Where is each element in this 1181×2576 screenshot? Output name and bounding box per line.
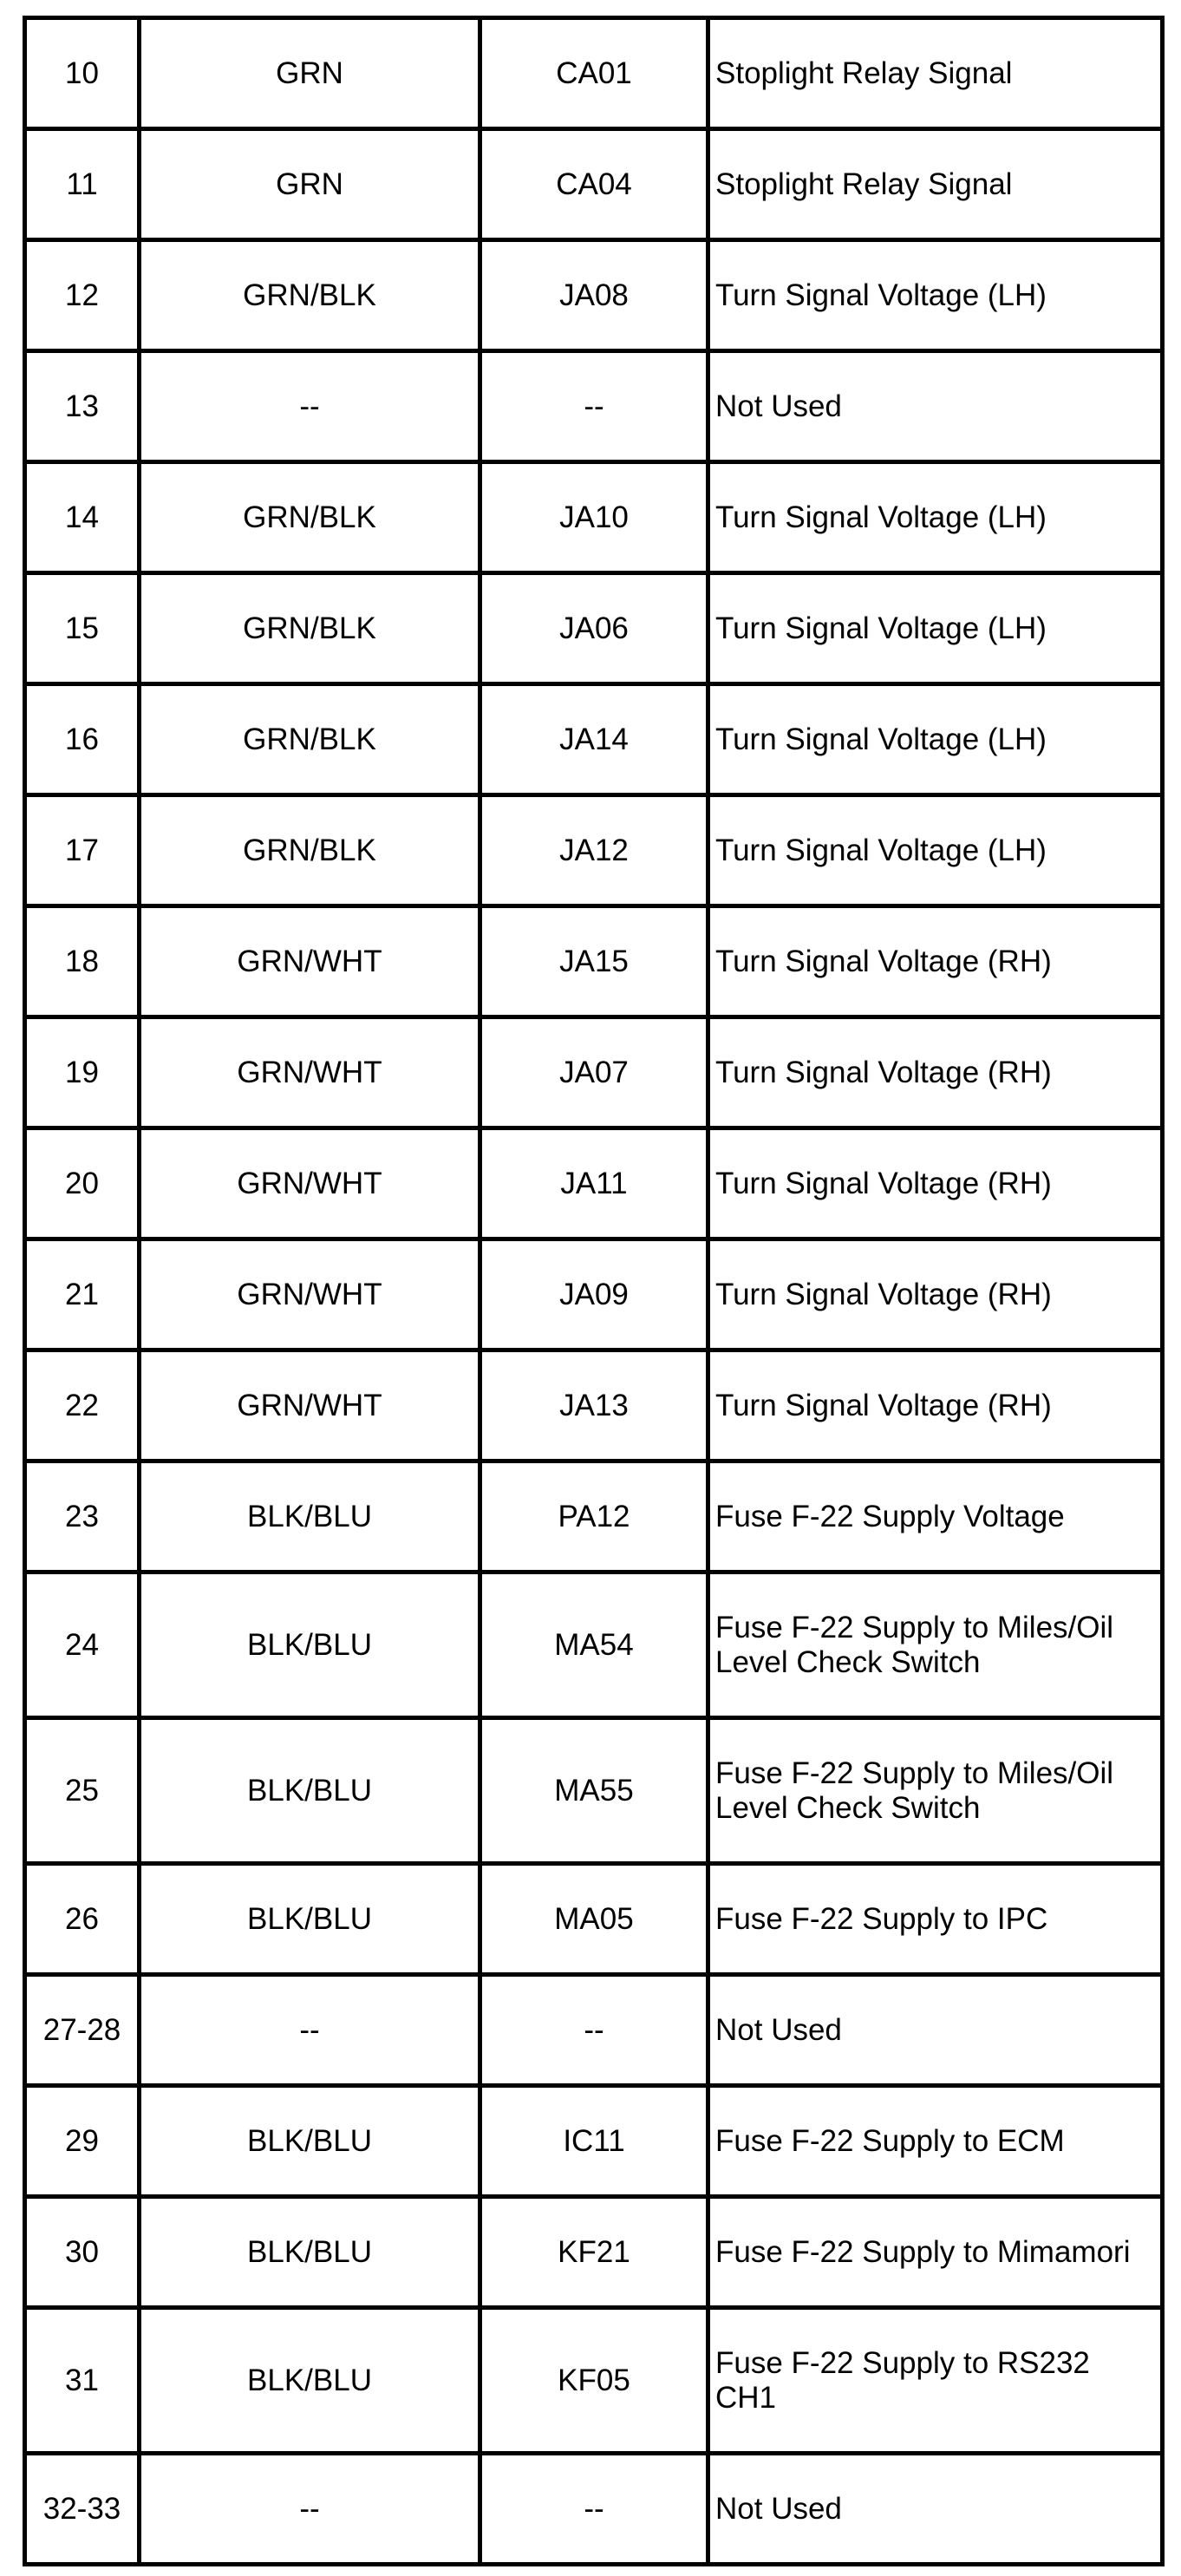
- function-cell: Fuse F-22 Supply to ECM: [708, 2086, 1163, 2197]
- pin-number-cell: 27-28: [25, 1975, 140, 2086]
- function-cell: Fuse F-22 Supply to RS232 CH1: [708, 2308, 1163, 2454]
- wire-color-cell: BLK/BLU: [140, 2197, 480, 2308]
- pin-number-cell: 13: [25, 351, 140, 462]
- function-cell: Turn Signal Voltage (RH): [708, 1350, 1163, 1461]
- pin-number-cell: 23: [25, 1461, 140, 1572]
- wire-color-cell: BLK/BLU: [140, 1461, 480, 1572]
- table-row: [25, 573, 1163, 684]
- wire-color-cell: BLK/BLU: [140, 2308, 480, 2454]
- wire-color-cell: GRN/WHT: [140, 1128, 480, 1239]
- circuit-cell: JA11: [480, 1128, 708, 1239]
- table-row: [25, 684, 1163, 795]
- wire-color-cell: --: [140, 351, 480, 462]
- table-row: [25, 1461, 1163, 1572]
- circuit-cell: PA12: [480, 1461, 708, 1572]
- function-cell: Turn Signal Voltage (RH): [708, 906, 1163, 1017]
- pin-number-cell: 25: [25, 1718, 140, 1864]
- function-cell: Turn Signal Voltage (RH): [708, 1017, 1163, 1128]
- circuit-cell: CA04: [480, 129, 708, 240]
- table-row: [25, 1350, 1163, 1461]
- wire-color-cell: GRN/WHT: [140, 1350, 480, 1461]
- pin-number-cell: 18: [25, 906, 140, 1017]
- wire-color-cell: GRN/WHT: [140, 1239, 480, 1350]
- pin-number-cell: 16: [25, 684, 140, 795]
- function-cell: Turn Signal Voltage (LH): [708, 240, 1163, 351]
- circuit-cell: --: [480, 351, 708, 462]
- wire-color-cell: GRN/WHT: [140, 906, 480, 1017]
- wire-color-cell: BLK/BLU: [140, 1718, 480, 1864]
- pin-number-cell: 21: [25, 1239, 140, 1350]
- wire-color-cell: BLK/BLU: [140, 1572, 480, 1718]
- pin-number-cell: 32-33: [25, 2454, 140, 2565]
- circuit-cell: --: [480, 2454, 708, 2565]
- function-cell: Fuse F-22 Supply to Miles/Oil Level Check Switch: [708, 1718, 1163, 1864]
- circuit-cell: JA09: [480, 1239, 708, 1350]
- circuit-cell: --: [480, 1975, 708, 2086]
- pinout-table: [23, 16, 1165, 2566]
- pin-number-cell: 12: [25, 240, 140, 351]
- pin-number-cell: 17: [25, 795, 140, 906]
- table-row: [25, 18, 1163, 129]
- circuit-cell: CA01: [480, 18, 708, 129]
- circuit-cell: KF05: [480, 2308, 708, 2454]
- function-cell: Fuse F-22 Supply to Miles/Oil Level Check Switch: [708, 1572, 1163, 1718]
- circuit-cell: JA14: [480, 684, 708, 795]
- function-cell: Not Used: [708, 2454, 1163, 2565]
- function-cell: Turn Signal Voltage (LH): [708, 795, 1163, 906]
- wire-color-cell: GRN/BLK: [140, 462, 480, 573]
- wire-color-cell: --: [140, 2454, 480, 2565]
- table-row: [25, 129, 1163, 240]
- wire-color-cell: GRN/BLK: [140, 795, 480, 906]
- function-cell: Fuse F-22 Supply Voltage: [708, 1461, 1163, 1572]
- function-cell: Turn Signal Voltage (LH): [708, 573, 1163, 684]
- wire-color-cell: GRN/WHT: [140, 1017, 480, 1128]
- circuit-cell: JA13: [480, 1350, 708, 1461]
- function-cell: Turn Signal Voltage (RH): [708, 1128, 1163, 1239]
- pin-number-cell: 22: [25, 1350, 140, 1461]
- pin-number-cell: 14: [25, 462, 140, 573]
- function-cell: Fuse F-22 Supply to Mimamori: [708, 2197, 1163, 2308]
- pin-number-cell: 20: [25, 1128, 140, 1239]
- table-row: [25, 906, 1163, 1017]
- table-row: [25, 240, 1163, 351]
- table-row: [25, 1128, 1163, 1239]
- table-row: [25, 2197, 1163, 2308]
- function-cell: Not Used: [708, 1975, 1163, 2086]
- wire-color-cell: GRN/BLK: [140, 573, 480, 684]
- circuit-cell: IC11: [480, 2086, 708, 2197]
- wire-color-cell: GRN: [140, 18, 480, 129]
- circuit-cell: JA08: [480, 240, 708, 351]
- wire-color-cell: --: [140, 1975, 480, 2086]
- table-row: [25, 1718, 1163, 1864]
- wire-color-cell: GRN: [140, 129, 480, 240]
- table-row: [25, 1017, 1163, 1128]
- function-cell: Turn Signal Voltage (RH): [708, 1239, 1163, 1350]
- function-cell: Stoplight Relay Signal: [708, 129, 1163, 240]
- pin-number-cell: 29: [25, 2086, 140, 2197]
- table-row: [25, 1975, 1163, 2086]
- function-cell: Stoplight Relay Signal: [708, 18, 1163, 129]
- table-row: [25, 462, 1163, 573]
- circuit-cell: JA12: [480, 795, 708, 906]
- pin-number-cell: 10: [25, 18, 140, 129]
- circuit-cell: JA15: [480, 906, 708, 1017]
- wire-color-cell: BLK/BLU: [140, 2086, 480, 2197]
- table-row: [25, 795, 1163, 906]
- table-row: [25, 2086, 1163, 2197]
- wire-color-cell: BLK/BLU: [140, 1864, 480, 1975]
- circuit-cell: MA05: [480, 1864, 708, 1975]
- pin-number-cell: 30: [25, 2197, 140, 2308]
- table-row: [25, 2454, 1163, 2565]
- pin-number-cell: 24: [25, 1572, 140, 1718]
- pin-number-cell: 31: [25, 2308, 140, 2454]
- table-row: [25, 1864, 1163, 1975]
- function-cell: Fuse F-22 Supply to IPC: [708, 1864, 1163, 1975]
- table-row: [25, 1572, 1163, 1718]
- wire-color-cell: GRN/BLK: [140, 240, 480, 351]
- table-row: [25, 351, 1163, 462]
- circuit-cell: MA54: [480, 1572, 708, 1718]
- pin-number-cell: 19: [25, 1017, 140, 1128]
- function-cell: Turn Signal Voltage (LH): [708, 684, 1163, 795]
- circuit-cell: JA10: [480, 462, 708, 573]
- circuit-cell: JA06: [480, 573, 708, 684]
- pin-number-cell: 15: [25, 573, 140, 684]
- circuit-cell: JA07: [480, 1017, 708, 1128]
- pin-number-cell: 11: [25, 129, 140, 240]
- table-row: [25, 2308, 1163, 2454]
- pinout-table-body: [25, 18, 1163, 2565]
- function-cell: Not Used: [708, 351, 1163, 462]
- table-row: [25, 1239, 1163, 1350]
- circuit-cell: MA55: [480, 1718, 708, 1864]
- circuit-cell: KF21: [480, 2197, 708, 2308]
- pin-number-cell: 26: [25, 1864, 140, 1975]
- wire-color-cell: GRN/BLK: [140, 684, 480, 795]
- function-cell: Turn Signal Voltage (LH): [708, 462, 1163, 573]
